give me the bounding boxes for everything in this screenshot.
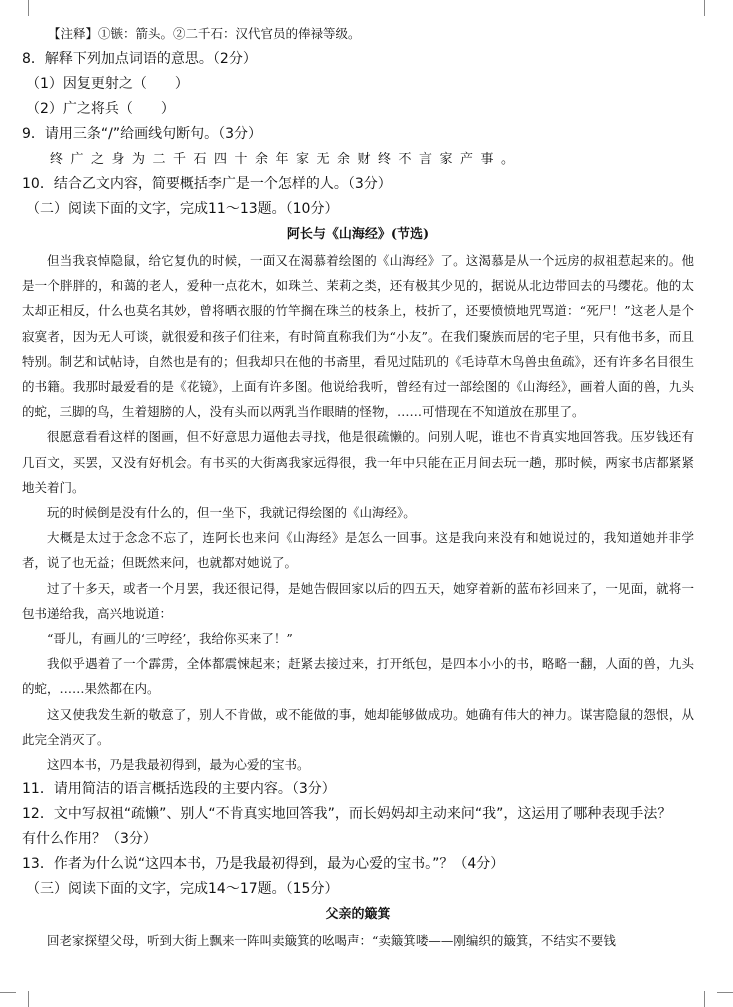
crop-mark-bottom-left-vertical (14, 991, 29, 1007)
passage-paragraph: 这四本书，乃是我最初得到，最为心爱的宝书。 (47, 757, 310, 773)
annotation-note: 【注释】①镞：箭头。②二千石：汉代官员的俸禄等级。 (48, 26, 361, 41)
question-8-part-1: （1）因复更射之（ ） (26, 76, 189, 92)
question-13: 13．作者为什么说“这四本书，乃是我最初得到，最为心爱的宝书。”？（4分） (22, 856, 505, 873)
passage-3-title: 父亲的簸箕 (325, 907, 391, 923)
passage-paragraph: 玩的时候倒是没有什么的，但一坐下，我就记得绘图的《山海经》。 (47, 505, 416, 521)
passage-paragraph: 但当我哀悼隐鼠，给它复仇的时候，一面又在渴慕着绘图的《山海经》了。这渴慕是从一个远房的叔祖惹起来的。他是一个胖胖的，和蔼的老人，爱种一点花木，如珠兰、茉莉之类，还有极其少见的，据说从北边带回去的马缨花。他的太太却正相反，什么也莫名其妙，曾将晒衣服的竹竿搁在珠兰的枝条上，枝折了，还要愤愤地咒骂道：“死尸！”这老人是个寂寞者，因为无人可谈，就很爱和孩子们往来，有时简直称我们为“小友”。在我们聚族而居的宅子里，只有他书多，而且特别。制艺和试帖诗，自然也是有的；但我却只在他的书斋里，看见过陆玑的《毛诗草木鸟兽虫鱼疏》，还有许多名目很生的书籍。我那时最爱看的是《花镜》，上面有许多图。他说给我听，曾经有过一部绘图的《山海经》，画着人面的兽，九头的蛇，三脚的鸟，生着翅膀的人，没有头而以两乳当作眼睛的怪物，……可惜现在不知道放在那里了。 (22, 253, 694, 420)
passage-3-body (22, 928, 694, 953)
passage-2-body (22, 248, 694, 777)
crop-mark-top-left (14, 0, 29, 16)
passage-paragraph: 过了十多天，或者一个月罢，我还很记得，是她告假回家以后的四五天，她穿着新的蓝布衫回来了，一见面，就将一包书递给我，高兴地说道： (22, 580, 694, 621)
passage-paragraph: “哥儿，有画儿的‘三哼经’，我给你买来了！” (47, 631, 293, 647)
question-8: 8．解释下列加点词语的意思。（2分） (22, 51, 257, 67)
question-8-part-2: （2）广之将兵（ ） (26, 101, 175, 117)
question-12-continued: 有什么作用？（3分） (22, 831, 157, 848)
section-2-heading: （二）阅读下面的文字，完成11～13题。（10分） (26, 201, 339, 217)
question-11: 11．请用简洁的语言概括选段的主要内容。（3分） (22, 781, 336, 798)
exam-content (22, 20, 694, 953)
passage-paragraph: 我似乎遇着了一个霹雳，全体都震悚起来；赶紧去接过来，打开纸包，是四本小小的书，略略一翻，人面的兽，九头的蛇，……果然都在内。 (22, 656, 694, 697)
passage-paragraph: 大概是太过于念念不忘了，连阿长也来问《山海经》是怎么一回事。这是我向来没有和她说过的，我知道她并非学者，说了也无益；但既然来问，也就都对她说了。 (22, 530, 694, 571)
crop-mark-top-right (704, 0, 719, 16)
question-9: 9．请用三条“/”给画线句断句。（3分） (22, 126, 263, 142)
section-3-heading: （三）阅读下面的文字，完成14～17题。（15分） (26, 881, 339, 898)
passage-paragraph: 回老家探望父母，听到大街上飘来一阵叫卖簸箕的吆喝声：“卖簸箕喽——刚编织的簸箕，不结实不要钱 (47, 933, 616, 949)
passage-2-title: 阿长与《山海经》(节选) (286, 227, 430, 242)
crop-mark-bottom-right-vertical (704, 991, 719, 1007)
question-10: 10．结合乙文内容，简要概括李广是一个怎样的人。（3分） (22, 176, 392, 192)
passage-paragraph: 很愿意看看这样的图画，但不好意思力逼他去寻找，他是很疏懒的。问别人呢，谁也不肯真实地回答我。压岁钱还有几百文，买罢，又没有好机会。有书买的大街离我家远得很，我一年中只能在正月间去玩一趟，那时候，两家书店都紧紧地关着门。 (22, 429, 694, 495)
crop-mark-bottom-right (717, 978, 733, 993)
question-9-sentence: 终广之身为二千石四十余年家无余财终不言家产事。 (50, 152, 522, 167)
question-12: 12．文中写叔祖“疏懒”、别人“不肯真实地回答我”，而长妈妈却主动来问“我”，这运用了哪种表现手法？ (22, 806, 672, 823)
passage-paragraph: 这又使我发生新的敬意了，别人不肯做，或不能做的事，她却能够做成功。她确有伟大的神力。谋害隐鼠的怨恨，从此完全消灭了。 (22, 706, 694, 747)
